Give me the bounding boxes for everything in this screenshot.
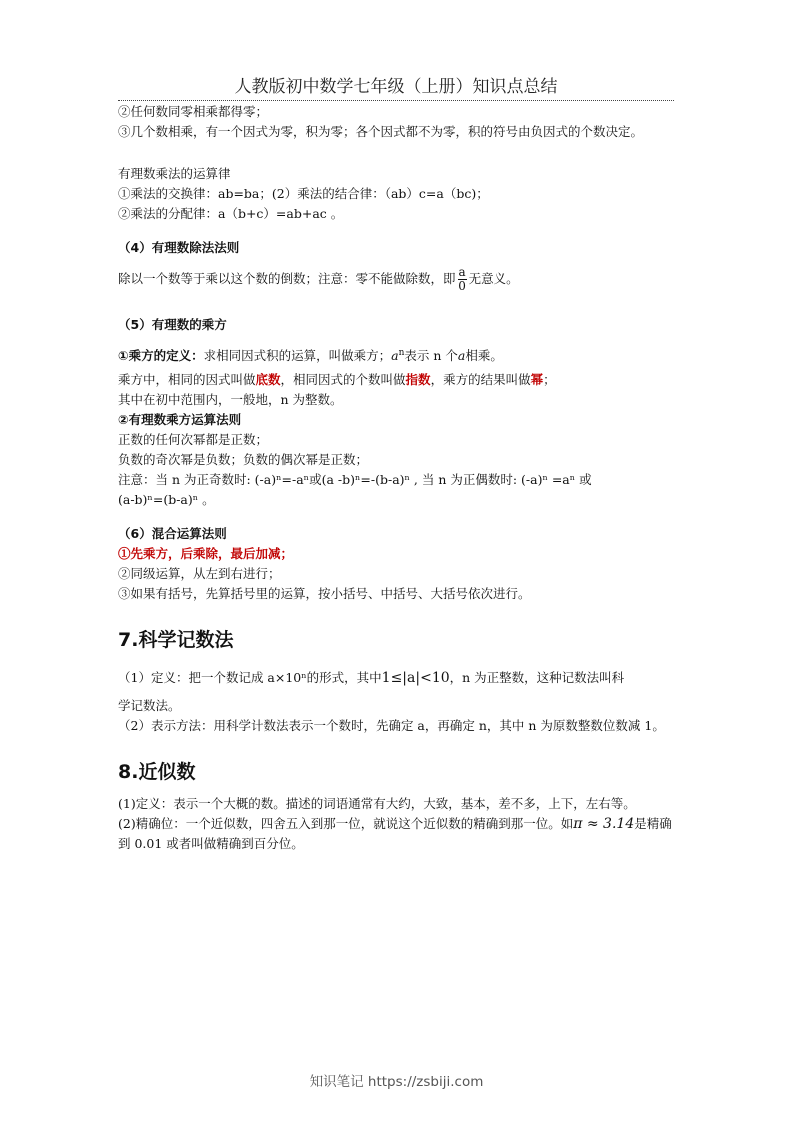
power-note-line-2: (a-b)ⁿ=(b-a)ⁿ 。 — [118, 492, 215, 508]
power-terms — [118, 370, 678, 390]
division-text-before: 除以一个数等于乘以这个数的倒数；注意：零不能做除数，即 — [118, 271, 456, 286]
power-definition-text-3: 相乘。 — [465, 348, 503, 364]
power-base-symbol: a — [391, 348, 399, 364]
power-variable-symbol: a — [457, 348, 466, 364]
precision-text-b: 是精确到 0.01 或者叫做精确到百分位。 — [118, 816, 672, 852]
approx-definition: (1)定义：表示一个大概的数。描述的词语通常有大约，大致，基本，差不多，上下，左右等。 — [118, 796, 636, 812]
power-rules-label: ②有理数乘方运算法则 — [118, 412, 242, 428]
mixed-rule-2: ②同级运算，从左到右进行； — [118, 566, 281, 582]
power-definition-text-2: 表示 n 个 — [404, 348, 458, 364]
power-note-line-1: 注意：当 n 为正奇数时: (-a)ⁿ=-aⁿ或(a -b)ⁿ=-(b-a)ⁿ , 当 n 为正偶数时: (-a)ⁿ =aⁿ 或 — [118, 472, 592, 488]
page-footer — [0, 1070, 793, 1090]
scientific-notation-definition-cont: 学记数法。 — [118, 698, 181, 714]
division-text-after: 无意义。 — [468, 271, 519, 286]
scientific-notation-definition — [118, 668, 678, 688]
power-terms-text-b: ，相同因式的个数叫做 — [280, 372, 406, 388]
power-range-note: 其中在初中范围内，一般地，n 为整数。 — [118, 392, 343, 408]
approx-precision — [118, 814, 678, 854]
section-7-heading: 7.科学记数法 — [118, 629, 234, 652]
multiplication-rule-3: ③几个数相乘，有一个因式为零，积为零；各个因式都不为零，积的符号由负因式的个数决定。 — [118, 124, 644, 139]
precision-text-a: (2)精确位：一个近似数，四舍五入到那一位，就说这个近似数的精确到那一位。如 — [118, 816, 574, 832]
power-rule-b: 负数的奇次幂是负数；负数的偶次幂是正数； — [118, 452, 369, 468]
fraction-numerator: a — [458, 265, 466, 279]
document-body — [118, 102, 678, 854]
multiplication-rule-2: ②任何数同零相乘都得零； — [118, 104, 269, 119]
section-8-heading: 8.近似数 — [118, 761, 196, 784]
power-definition — [118, 343, 678, 366]
sci-def-text-a: （1）定义：把一个数记成 a×10ⁿ的形式，其中 — [118, 670, 382, 686]
page-header — [118, 76, 674, 101]
power-rule-a: 正数的任何次幂都是正数； — [118, 432, 269, 448]
sci-def-text-b: ，n 为正整数，这种记数法叫科 — [449, 670, 625, 686]
page-title: 人教版初中数学七年级（上册）知识点总结 — [234, 77, 558, 97]
term-base-highlight: 底数 — [255, 372, 281, 388]
power-terms-text-d: ； — [543, 372, 556, 388]
power-heading: （5）有理数的乘方 — [118, 317, 227, 332]
multiplication-law-1: ①乘法的交换律：ab=ba；(2）乘法的结合律：（ab）c=a（bc)； — [118, 186, 489, 201]
term-exponent-highlight: 指数 — [405, 372, 431, 388]
power-definition-label: ①乘方的定义： — [118, 348, 204, 364]
power-definition-text: 求相同因式积的运算，叫做乘方； — [203, 348, 392, 364]
a-over-zero-fraction — [458, 266, 467, 293]
division-rule — [118, 266, 678, 293]
fraction-denominator: 0 — [458, 279, 466, 293]
footer-link[interactable]: 知识笔记 https://zsbiji.com — [309, 1074, 484, 1090]
scientific-notation-method: （2）表示方法：用科学计数法表示一个数时，先确定 a，再确定 n，其中 n 为原数整数位数减 1。 — [118, 718, 665, 734]
term-power-highlight: 幂 — [530, 372, 544, 388]
mixed-heading: （6）混合运算法则 — [118, 526, 227, 542]
power-terms-text-a: 乘方中，相同的因式叫做 — [118, 372, 256, 388]
power-exponent-symbol: n — [398, 348, 405, 358]
mixed-rule-1: ①先乘方，后乘除，最后加减； — [118, 546, 294, 562]
multiplication-law-2: ②乘法的分配律：a（b+c）=ab+ac 。 — [118, 206, 344, 221]
multiplication-laws-title: 有理数乘法的运算律 — [118, 166, 231, 181]
division-heading: （4）有理数除法法则 — [118, 240, 240, 255]
sci-def-inequality: 1≤|a|<10 — [381, 670, 450, 687]
power-terms-text-c: ，乘方的结果叫做 — [430, 372, 531, 388]
pi-approx-math: π ≈ 3.14 — [573, 816, 635, 833]
mixed-rule-3: ③如果有括号，先算括号里的运算，按小括号、中括号、大括号依次进行。 — [118, 586, 531, 602]
